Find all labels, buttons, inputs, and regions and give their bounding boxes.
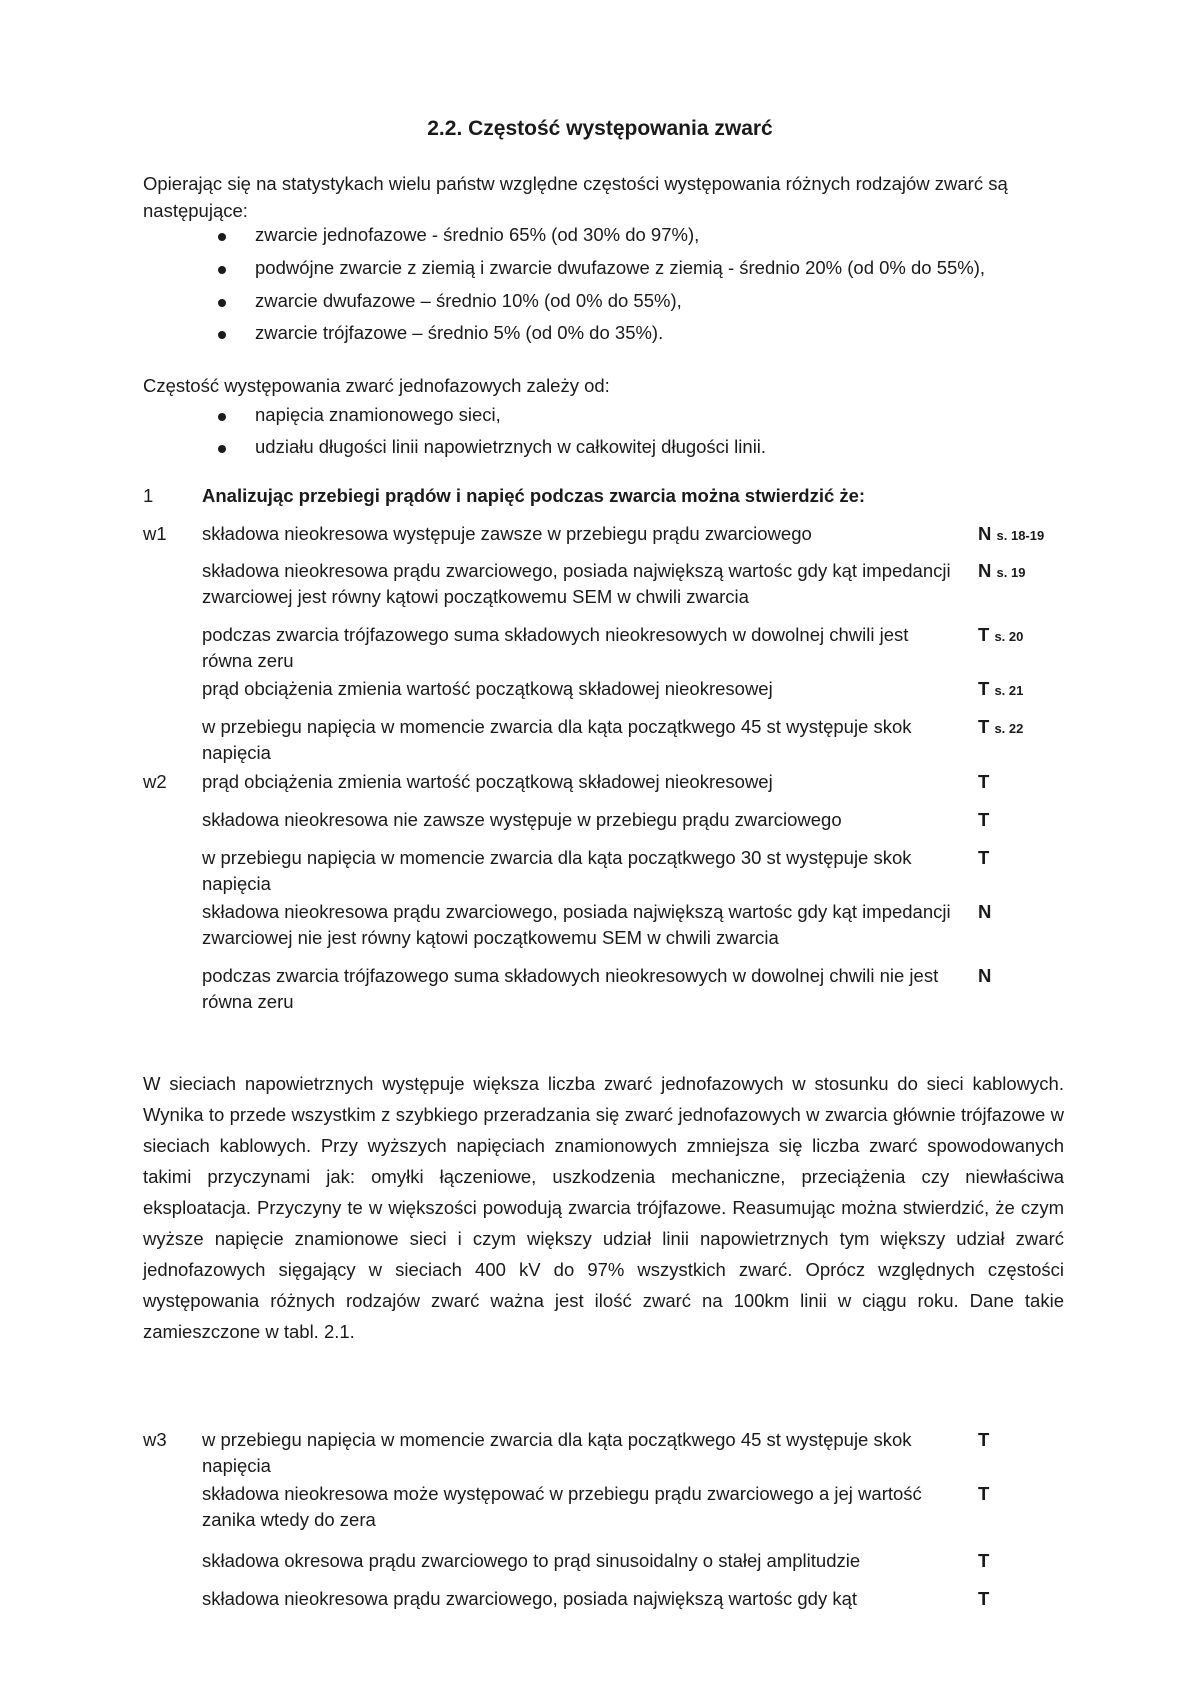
source-page: s. 21 bbox=[994, 683, 1024, 698]
table-row: składowa nieokresowa występuje zawsze w przebiegu prądu zwarciowego bbox=[202, 523, 812, 544]
source-page: s. 19 bbox=[996, 565, 1026, 580]
answer-value: N bbox=[978, 560, 992, 581]
table-row: podczas zwarcia trójfazowego suma składowych nieokresowych w dowolnej chwili jest równa zeru bbox=[202, 624, 909, 671]
list-item: podwójne zwarcie z ziemią i zwarcie dwufazowe z ziemią - średnio 20% (od 0% do 55%), bbox=[255, 257, 986, 278]
paragraph-dependency: Częstość występowania zwarć jednofazowych zależy od: bbox=[143, 375, 610, 396]
answer-cell bbox=[978, 678, 1023, 700]
question-heading: Analizując przebiegi prądów i napięć podczas zwarcia można stwierdzić że: bbox=[202, 485, 866, 506]
list-item: napięcia znamionowego sieci, bbox=[255, 404, 501, 425]
table-row: składowa nieokresowa nie zawsze występuje w przebiegu prądu zwarciowego bbox=[202, 809, 842, 830]
section-title: 2.2. Częstość występowania zwarć bbox=[427, 117, 773, 140]
answer-value: N bbox=[978, 965, 992, 986]
source-page: s. 18-19 bbox=[996, 528, 1045, 543]
answer-value: T bbox=[978, 771, 990, 792]
bullet-icon bbox=[218, 331, 226, 339]
answer-value: N bbox=[978, 901, 992, 922]
table-row: składowa okresowa prądu zwarciowego to prąd sinusoidalny o stałej amplitudzie bbox=[202, 1550, 861, 1571]
source-page: s. 20 bbox=[994, 629, 1024, 644]
group-label-w3: w3 bbox=[143, 1429, 167, 1450]
source-page: s. 22 bbox=[994, 721, 1024, 736]
answer-value: T bbox=[978, 1483, 990, 1504]
table-row: składowa nieokresowa prądu zwarciowego, posiada największą wartośc gdy kąt impedancji zwarciowej nie jest równy kątowi początkowemu SEM w chwili zwarcia bbox=[202, 901, 951, 948]
list-item: zwarcie trójfazowe – średnio 5% (od 0% do 35%). bbox=[255, 322, 664, 343]
bullet-icon bbox=[218, 413, 226, 421]
list-item: zwarcie dwufazowe – średnio 10% (od 0% do 55%), bbox=[255, 290, 682, 311]
table-row: składowa nieokresowa prądu zwarciowego, posiada największą wartośc gdy kąt bbox=[202, 1588, 858, 1609]
table-row: w przebiegu napięcia w momencie zwarcia dla kąta początkwego 45 st występuje skok napięcia bbox=[202, 716, 912, 763]
answer-cell bbox=[978, 624, 1023, 646]
answer-value: T bbox=[978, 809, 990, 830]
answer-value: T bbox=[978, 1550, 990, 1571]
answer-cell bbox=[978, 523, 1044, 545]
list-item: udziału długości linii napowietrznych w całkowitej długości linii. bbox=[255, 436, 767, 457]
answer-value: T bbox=[978, 1429, 990, 1450]
answer-cell bbox=[978, 716, 1023, 738]
table-row: podczas zwarcia trójfazowego suma składowych nieokresowych w dowolnej chwili nie jest równa zeru bbox=[202, 965, 939, 1012]
table-row: składowa nieokresowa prądu zwarciowego, posiada największą wartośc gdy kąt impedancji zwarciowej jest równy kątowi początkowemu SEM w chwili zwarcia bbox=[202, 560, 951, 607]
question-number: 1 bbox=[143, 485, 154, 506]
table-row: składowa nieokresowa może występować w przebiegu prądu zwarciowego a jej wartość zanika wtedy do zera bbox=[202, 1483, 922, 1530]
answer-value: N bbox=[978, 523, 992, 544]
table-row: w przebiegu napięcia w momencie zwarcia dla kąta początkwego 45 st występuje skok napięcia bbox=[202, 1429, 912, 1476]
answer-value: T bbox=[978, 716, 990, 737]
table-row: w przebiegu napięcia w momencie zwarcia dla kąta początkwego 30 st występuje skok napięcia bbox=[202, 847, 912, 894]
intro-paragraph: Opierając się na statystykach wielu państw względne częstości występowania różnych rodzajów zwarć są następujące: bbox=[143, 173, 1008, 221]
bullet-icon bbox=[218, 445, 226, 453]
answer-value: T bbox=[978, 1588, 990, 1609]
answer-value: T bbox=[978, 678, 990, 699]
bullet-icon bbox=[218, 299, 226, 307]
answer-value: T bbox=[978, 624, 990, 645]
bullet-icon bbox=[218, 266, 226, 274]
answer-value: T bbox=[978, 847, 990, 868]
table-row: prąd obciążenia zmienia wartość początkową składowej nieokresowej bbox=[202, 678, 773, 699]
group-label-w1: w1 bbox=[143, 523, 167, 544]
body-paragraph: W sieciach napowietrznych występuje większa liczba zwarć jednofazowych w stosunku do sieci kablowych. Wynika to przede wszystkim z szybkiego przeradzania się zwarć jednofazowych w zwarcia głównie trójfazowe w sieciach kablowych. Przy wyższych napięciach znamionowych zmniejsza się liczba zwarć spowodowanych takimi przyczynami jak: omyłki łączeniowe, uszkodzenia mechaniczne, przeciążenia czy niewłaściwa eksploatacja. Przyczyny te w większości powodują zwarcia trójfazowe. Reasumując można stwierdzić, że czym wyższe napięcie znamionowe sieci i czym większy udział linii napowietrznych tym większy udział zwarć jednofazowych sięgający w sieciach 400 kV do 97% wszystkich zwarć. Oprócz względnych częstości występowania różnych rodzajów zwarć ważna jest ilość zwarć na 100km linii w ciągu roku. Dane takie zamieszczone w tabl. 2.1. bbox=[143, 1073, 1064, 1342]
list-item: zwarcie jednofazowe - średnio 65% (od 30% do 97%), bbox=[255, 224, 700, 245]
answer-cell bbox=[978, 560, 1025, 582]
group-label-w2: w2 bbox=[143, 771, 167, 792]
bullet-icon bbox=[218, 233, 226, 241]
table-row: prąd obciążenia zmienia wartość początkową składowej nieokresowej bbox=[202, 771, 773, 792]
